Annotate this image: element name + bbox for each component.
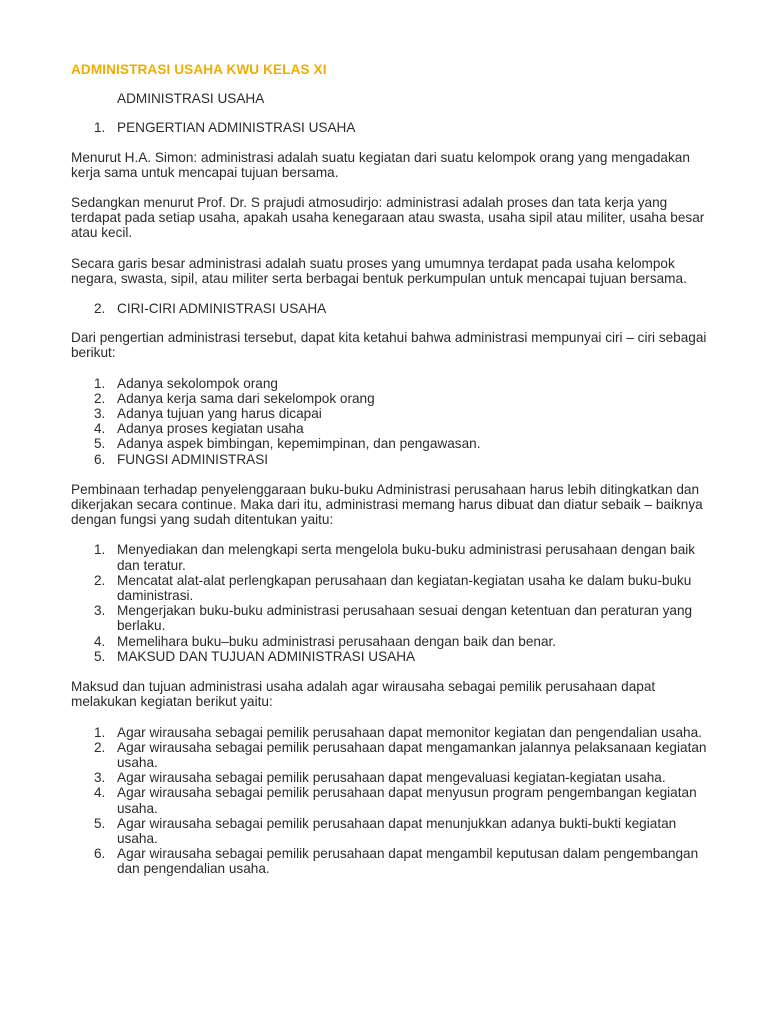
list-number: 3. bbox=[94, 770, 106, 786]
list-text: Agar wirausaha sebagai pemilik perusahaan dapat mengamankan jalannya pelaksanaan kegiatan usaha. bbox=[117, 739, 707, 770]
list-number: 5. bbox=[94, 436, 106, 452]
list-text: Agar wirausaha sebagai pemilik perusahaan dapat menunjukkan adanya bukti-bukti kegiatan usaha. bbox=[117, 815, 677, 846]
section-title: PENGERTIAN ADMINISTRASI USAHA bbox=[117, 120, 356, 136]
section-number: 2. bbox=[94, 301, 106, 317]
list-item bbox=[71, 436, 711, 451]
section-heading-ciri bbox=[94, 301, 711, 316]
list-number: 1. bbox=[94, 375, 106, 391]
list-number: 5. bbox=[94, 648, 106, 664]
list-number: 6. bbox=[94, 846, 106, 862]
list-number: 4. bbox=[94, 633, 106, 649]
list-text: Agar wirausaha sebagai pemilik perusahaan dapat menyusun program pengembangan kegiatan usaha. bbox=[117, 785, 697, 816]
list-item bbox=[71, 649, 711, 664]
list-text: Mengerjakan buku-buku administrasi perusahaan sesuai dengan ketentuan dan peraturan yang berlaku. bbox=[117, 603, 693, 634]
list-item bbox=[71, 376, 711, 391]
paragraph-ciri-intro: Dari pengertian administrasi tersebut, dapat kita ketahui bahwa administrasi mempunyai ciri – ciri sebagai berikut: bbox=[71, 330, 707, 361]
document-page bbox=[71, 62, 711, 892]
list-text: Mencatat alat-alat perlengkapan perusahaan dan kegiatan-kegiatan usaha ke dalam buku-buku daministrasi. bbox=[117, 572, 692, 604]
list-item bbox=[71, 740, 711, 770]
list-text: Agar wirausaha sebagai pemilik perusahaan dapat mengevaluasi kegiatan-kegiatan usaha. bbox=[117, 770, 666, 786]
list-item bbox=[71, 634, 711, 649]
list-text: Agar wirausaha sebagai pemilik perusahaan dapat mengambil keputusan dalam pengembangan dan pengendalian usaha. bbox=[117, 846, 699, 877]
list-item bbox=[71, 452, 711, 467]
list-item bbox=[71, 406, 711, 421]
list-number: 1. bbox=[94, 724, 106, 740]
list-text: MAKSUD DAN TUJUAN ADMINISTRASI USAHA bbox=[117, 648, 416, 664]
document-title: ADMINISTRASI USAHA KWU KELAS XI bbox=[71, 62, 327, 77]
list-text: Adanya tujuan yang harus dicapai bbox=[117, 406, 322, 422]
list-number: 4. bbox=[94, 421, 106, 437]
list-text: Agar wirausaha sebagai pemilik perusahaan dapat memonitor kegiatan dan pengendalian usaha. bbox=[117, 724, 702, 740]
list-item bbox=[71, 816, 711, 846]
paragraph-fungsi-intro: Pembinaan terhadap penyelenggaraan buku-buku Administrasi perusahaan harus lebih ditingkatkan dan dikerjakan secara continue. Maka dari itu, administrasi memang harus dibuat dan diatur sebaik – baiknya dengan fungsi yang sudah ditentukan yaitu: bbox=[71, 481, 703, 528]
ciri-list bbox=[71, 376, 711, 467]
paragraph-garis-besar: Secara garis besar administrasi adalah suatu proses yang umumnya terdapat pada usaha kelompok negara, swasta, sipil, atau militer serta berbagai bentuk perkumpulan untuk mencapai tujuan bersama. bbox=[71, 255, 687, 286]
document-subtitle: ADMINISTRASI USAHA bbox=[117, 91, 265, 107]
list-item bbox=[71, 573, 711, 603]
paragraph-prajudi: Sedangkan menurut Prof. Dr. S prajudi atmosudirjo: administrasi adalah proses dan tata kerja yang terdapat pada setiap usaha, apakah usaha kenegaraan atau swasta, usaha sipil atau militer, usaha besar atau kecil. bbox=[71, 195, 705, 241]
list-text: FUNGSI ADMINISTRASI bbox=[117, 451, 269, 467]
list-number: 2. bbox=[94, 390, 106, 406]
list-number: 6. bbox=[94, 451, 106, 467]
section-heading-pengertian bbox=[94, 120, 711, 135]
list-number: 5. bbox=[94, 815, 106, 831]
list-text: Adanya aspek bimbingan, kepemimpinan, dan pengawasan. bbox=[117, 436, 481, 452]
list-item bbox=[71, 846, 711, 876]
fungsi-list bbox=[71, 542, 711, 664]
list-item bbox=[71, 542, 711, 572]
section-number: 1. bbox=[94, 120, 106, 136]
list-number: 2. bbox=[94, 739, 106, 755]
paragraph-simon: Menurut H.A. Simon: administrasi adalah suatu kegiatan dari suatu kelompok orang yang mengadakan kerja sama untuk mencapai tujuan bersama. bbox=[71, 149, 690, 180]
list-item bbox=[71, 391, 711, 406]
list-item bbox=[71, 725, 711, 740]
list-item bbox=[71, 785, 711, 815]
list-number: 2. bbox=[94, 572, 106, 588]
list-text: Adanya sekolompok orang bbox=[117, 375, 278, 391]
list-text: Memelihara buku–buku administrasi perusahaan dengan baik dan benar. bbox=[117, 633, 557, 649]
section-title: CIRI-CIRI ADMINISTRASI USAHA bbox=[117, 301, 327, 317]
list-item bbox=[71, 421, 711, 436]
list-number: 3. bbox=[94, 406, 106, 422]
paragraph-tujuan-intro: Maksud dan tujuan administrasi usaha adalah agar wirausaha sebagai pemilik perusahaan dapat melakukan kegiatan berikut yaitu: bbox=[71, 679, 656, 710]
list-text: Adanya proses kegiatan usaha bbox=[117, 421, 304, 437]
list-number: 1. bbox=[94, 542, 106, 558]
list-item bbox=[71, 603, 711, 633]
list-number: 3. bbox=[94, 603, 106, 619]
list-number: 4. bbox=[94, 785, 106, 801]
list-text: Adanya kerja sama dari sekelompok orang bbox=[117, 390, 375, 406]
tujuan-list bbox=[71, 725, 711, 877]
list-text: Menyediakan dan melengkapi serta mengelola buku-buku administrasi perusahaan dengan baik dan teratur. bbox=[117, 542, 696, 573]
list-item bbox=[71, 770, 711, 785]
